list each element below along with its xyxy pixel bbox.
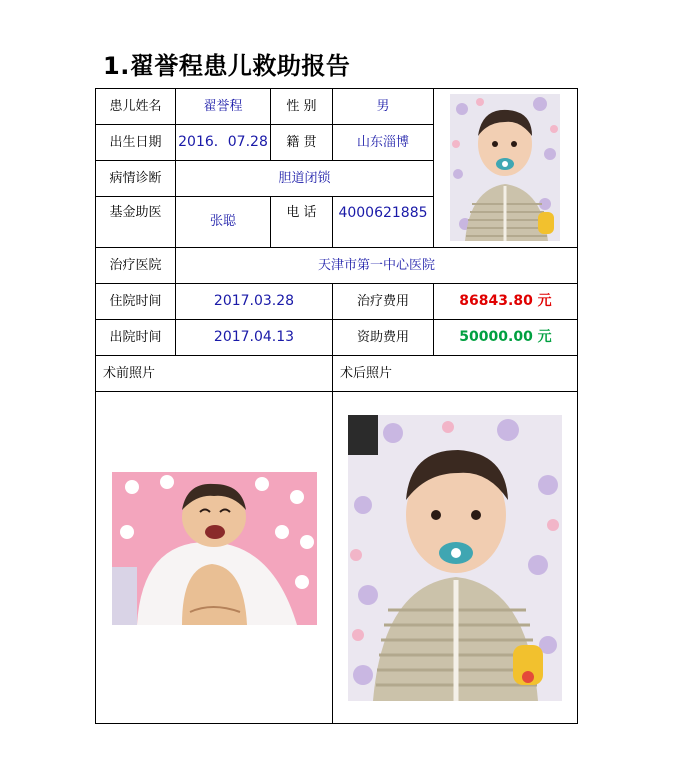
phone-value: 4000621885 <box>338 204 428 221</box>
after-surgery-photo <box>348 415 562 701</box>
border-right <box>577 88 578 724</box>
name-value: 翟誉程 <box>203 98 243 114</box>
treatment-cost-value: 86843.80 元 <box>459 293 552 310</box>
patient-portrait-photo <box>450 94 560 241</box>
admission-value: 2017.03.28 <box>213 293 295 310</box>
discharge-label: 出院时间 <box>109 329 162 345</box>
before-surgery-photo <box>112 472 317 625</box>
border-bottom <box>95 723 578 724</box>
vline <box>332 355 333 724</box>
origin-label: 籍 贯 <box>286 134 317 150</box>
gender-value: 男 <box>376 98 390 114</box>
hline <box>95 391 578 392</box>
diagnosis-value: 胆道闭锁 <box>278 170 331 186</box>
hospital-label: 治疗医院 <box>109 257 162 273</box>
after-photo-label: 术后照片 <box>340 365 393 381</box>
birth-value: 2016．07.28 <box>178 134 268 151</box>
fund-doctor-label: 基金助医 <box>109 205 162 221</box>
name-label: 患儿姓名 <box>109 98 162 114</box>
before-photo-label: 术前照片 <box>103 365 156 381</box>
discharge-value: 2017.04.13 <box>213 329 295 346</box>
treatment-cost-label: 治疗费用 <box>356 293 409 309</box>
birth-label: 出生日期 <box>109 134 162 150</box>
admission-label: 住院时间 <box>109 293 162 309</box>
vline <box>433 88 434 247</box>
report-title: 1.翟誉程患儿救助报告 <box>103 52 351 80</box>
diagnosis-label: 病情诊断 <box>109 170 162 186</box>
phone-label: 电 话 <box>286 205 317 221</box>
aid-amount-label: 资助费用 <box>356 329 409 345</box>
hospital-value: 天津市第一中心医院 <box>317 257 435 273</box>
gender-label: 性 别 <box>286 98 317 114</box>
aid-amount-value: 50000.00 元 <box>459 329 552 346</box>
fund-doctor-value: 张聪 <box>209 214 236 230</box>
origin-value: 山东淄博 <box>356 134 409 150</box>
